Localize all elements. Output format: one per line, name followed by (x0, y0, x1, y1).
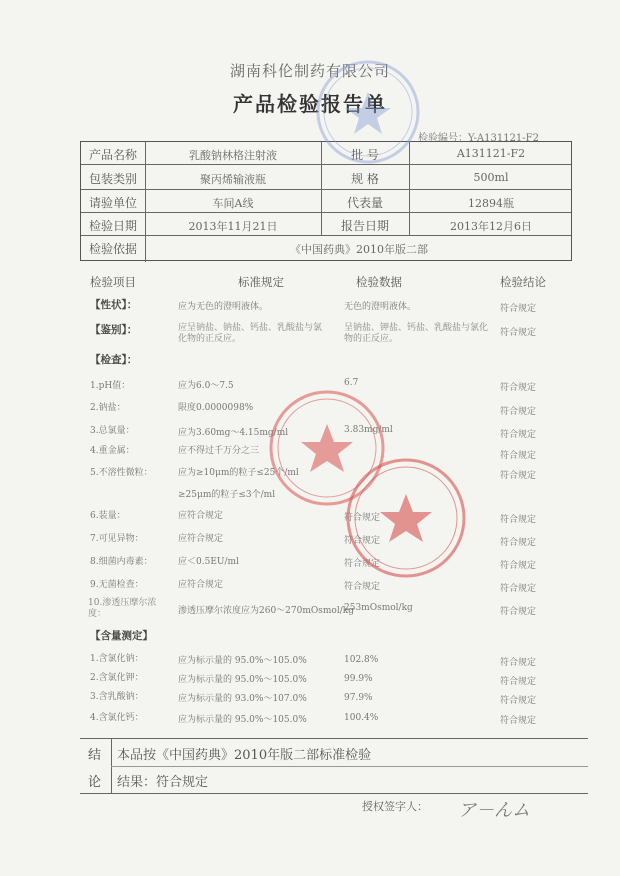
check-result: 符合规定 (500, 515, 537, 525)
check-data: 符合规定 (344, 559, 381, 569)
traits-data: 无色的澄明液体。 (344, 302, 417, 312)
inspect-unit-label: 请验单位 (88, 196, 137, 210)
check-result: 符合规定 (500, 538, 537, 548)
check-standard: 应为3.60mg～4.15mg/ml (178, 428, 289, 438)
signer-label: 授权签字人： (362, 800, 428, 813)
check-result: 符合规定 (500, 561, 537, 571)
check-standard: 应符合规定 (178, 580, 224, 590)
col-data: 检验数据 (356, 275, 402, 289)
red-seal-icon (348, 460, 464, 576)
report-title: 产品检验报告单 (233, 92, 387, 116)
report-date-value: 2013年12月6日 (450, 220, 532, 233)
company-name: 湖南科伦制药有限公司 (229, 62, 390, 80)
check-standard: 应符合规定 (178, 511, 224, 521)
check-result: 符合规定 (500, 607, 537, 617)
content-result: 符合规定 (500, 677, 537, 687)
represent-label: 代表量 (346, 196, 383, 210)
check-standard: 应符合规定 (178, 534, 224, 544)
section-identify: 【鉴别】： (90, 324, 138, 336)
check-result: 符合规定 (500, 584, 537, 594)
content-standard: 应为标示量的 95.0%～105.0% (178, 675, 307, 685)
spec-label: 规 格 (351, 172, 379, 186)
content-result: 符合规定 (500, 716, 537, 726)
traits-standard: 应为无色的澄明液体。 (178, 302, 269, 312)
check-standard: 渗透压摩尔浓度应为260～270mOsmol/kg (178, 606, 354, 616)
conclusion-label-1: 结 (88, 748, 102, 763)
content-data: 99.9% (344, 674, 373, 684)
package-label: 包装类别 (88, 172, 137, 186)
col-conclusion: 检验结论 (500, 275, 546, 289)
identify-result: 符合规定 (500, 328, 537, 338)
signature: ア－んム (458, 800, 530, 821)
check-result: 符合规定 (500, 407, 537, 417)
check-item: 1.pH值： (90, 381, 131, 391)
report-number-value: Y-A131121-F2 (468, 133, 539, 144)
report-number-label: 检验编号： (418, 133, 468, 144)
check-item: 5.不溶性微粒： (90, 468, 153, 478)
check-standard: 限度0.0000098% (178, 403, 254, 413)
check-result: 符合规定 (500, 471, 537, 481)
conclusion-line-2: 结果：符合规定 (117, 775, 209, 790)
check-standard: 应为6.0～7.5 (178, 381, 234, 391)
conclusion-label-2: 论 (88, 775, 102, 790)
content-item: 4.含氯化钙： (90, 713, 144, 723)
content-data: 97.9% (344, 693, 373, 703)
check-item: 2.钠盐： (90, 403, 126, 413)
basis-label: 检验依据 (88, 242, 137, 256)
identify-data: 呈钠盐、钾盐、钙盐、乳酸盐与氯化物的正反应。 (344, 323, 489, 344)
content-result: 符合规定 (500, 658, 537, 668)
col-standard: 标准规定 (238, 275, 284, 289)
col-item: 检验项目 (90, 275, 136, 289)
product-name-label: 产品名称 (88, 148, 137, 162)
check-result: 符合规定 (500, 451, 537, 461)
content-item: 2.含氯化钾： (90, 673, 144, 683)
content-item: 3.含乳酸钠： (90, 692, 144, 702)
section-traits: 【性状】： (90, 299, 138, 311)
content-standard: 应为标示量的 95.0%～105.0% (178, 715, 307, 725)
inspect-date-value: 2013年11月21日 (188, 220, 278, 233)
inspect-date-label: 检验日期 (88, 219, 137, 233)
blue-seal-icon (318, 62, 418, 162)
check-result: 符合规定 (500, 383, 537, 393)
check-item: 8.细菌内毒素： (90, 557, 153, 567)
check-data: 253mOsmol/kg (344, 603, 413, 613)
conclusion-line-1: 本品按《中国药典》2010年版二部标准检验 (117, 748, 372, 763)
represent-value: 12894瓶 (468, 197, 514, 210)
check-item: 10.渗透压摩尔浓度： (88, 598, 157, 619)
content-standard: 应为标示量的 93.0%～107.0% (178, 694, 307, 704)
check-standard: 应为≥10μm的粒子≤25个/ml (178, 468, 299, 478)
batch-label: 批 号 (351, 148, 379, 162)
check-data: 3.83mg/ml (344, 425, 393, 435)
check-data: 符合规定 (344, 536, 381, 546)
red-seal-icon (271, 392, 383, 504)
section-check: 【检查】： (90, 354, 138, 366)
check-standard: 应＜0.5EU/ml (178, 557, 239, 567)
product-name-value: 乳酸钠林格注射液 (189, 149, 277, 162)
check-standard: ≥25μm的粒子≤3个/ml (178, 490, 276, 500)
check-data: 符合规定 (344, 582, 381, 592)
check-data: 6.7 (344, 378, 359, 388)
section-content: 【含量测定】 (90, 630, 153, 642)
identify-standard: 应呈钠盐、钠盐、钙盐、乳酸盐与氯化物的正反应。 (178, 323, 323, 344)
check-standard: 应不得过千万分之三 (178, 446, 260, 456)
spec-value: 500ml (473, 171, 509, 184)
package-value: 聚丙烯输液瓶 (200, 173, 266, 186)
check-item: 3.总氯量： (90, 426, 135, 436)
check-result: 符合规定 (500, 430, 537, 440)
check-data: 符合规定 (344, 513, 381, 523)
content-data: 100.4% (344, 713, 379, 723)
report-date-label: 报告日期 (340, 219, 389, 233)
content-data: 102.8% (344, 655, 379, 665)
content-standard: 应为标示量的 95.0%～105.0% (178, 656, 307, 666)
check-item: 7.可见异物： (90, 534, 144, 544)
content-item: 1.含氯化钠： (90, 654, 144, 664)
inspect-unit-value: 车间A线 (212, 197, 254, 210)
batch-value: A131121-F2 (456, 147, 526, 160)
traits-result: 符合规定 (500, 304, 537, 314)
basis-value: 《中国药典》2010年版二部 (290, 243, 428, 256)
check-item: 4.重金属： (90, 446, 135, 456)
check-item: 6.装量： (90, 511, 126, 521)
check-item: 9.无菌检查： (90, 580, 144, 590)
content-result: 符合规定 (500, 696, 537, 706)
